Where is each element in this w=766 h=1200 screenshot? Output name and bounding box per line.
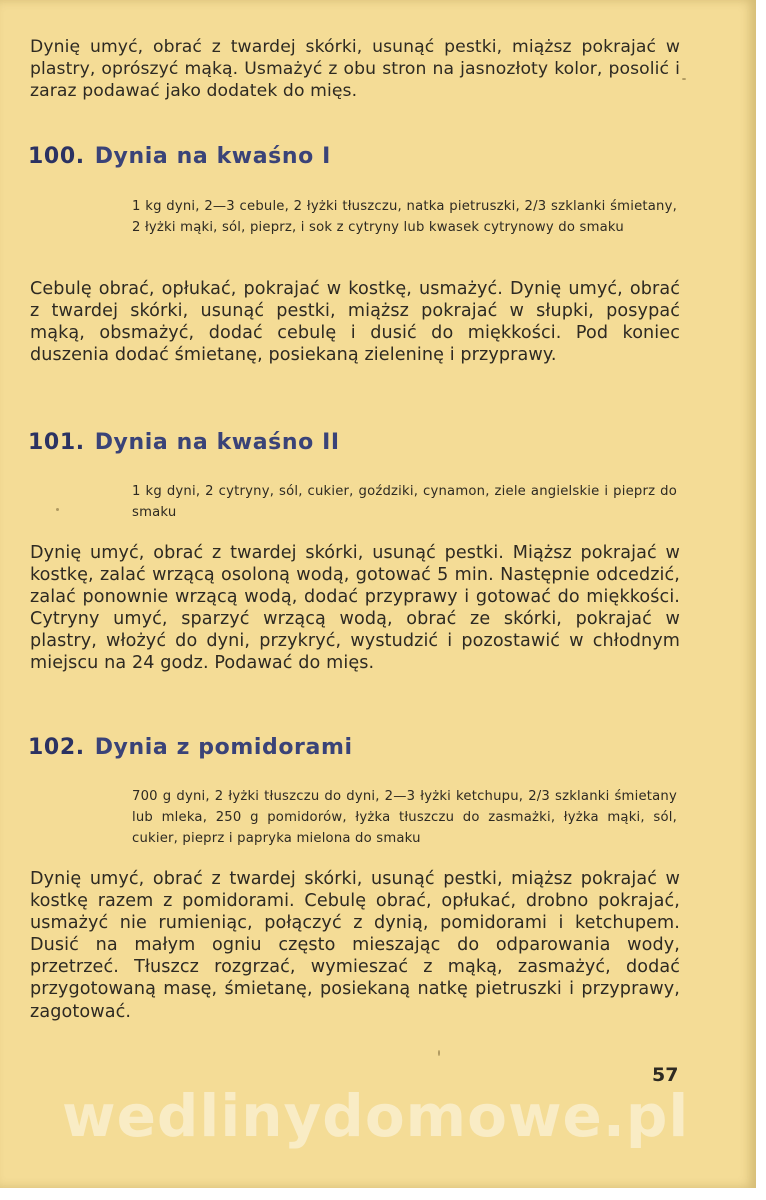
recipe-102-method: Dynię umyć, obrać z twardej skórki, usunąć pestki, miąższ pokrajać w kostkę razem z pomidorami. Cebulę obrać, opłukać, drobno pokrajać, usmażyć nie rumieniąc, połączyć z dynią, pomidorami i ketchupem. Dusić na małym ogniu często mieszając do odparowania wody, przetrzeć. Tłuszcz rozgrzać, wymieszać z mąką, zasmażyć, dodać przygotowaną masę, śmietanę, posiekaną natkę pietruszki i przyprawy, zagotować. — [30, 869, 680, 1022]
recipe-101-number: 101. — [28, 430, 85, 455]
recipe-102-heading — [28, 735, 353, 760]
paper-speck — [438, 1050, 440, 1056]
recipe-102-number: 102. — [28, 735, 85, 760]
watermark-text: wedlinydomowe.pl — [62, 1082, 690, 1150]
recipe-100-method: Cebulę obrać, opłukać, pokrajać w kostkę, usmażyć. Dynię umyć, obrać z twardej skórki, usunąć pestki, miąższ pokrajać w słupki, posypać mąką, obsmażyć, dodać cebulę i dusić do miękkości. Pod koniec duszenia dodać śmietanę, posiekaną zieleninę i przyprawy. — [30, 279, 680, 366]
recipe-101-method: Dynię umyć, obrać z twardej skórki, usunąć pestki. Miąższ pokrajać w kostkę, zalać wrzącą osoloną wodą, gotować 5 min. Następnie odcedzić, zalać ponownie wrzącą wodą, dodać przyprawy i gotować do miękkości. Cytryny umyć, sparzyć wrzącą wodą, obrać ze skórki, pokrajać w plastry, włożyć do dyni, przykryć, wystudzić i pozostawić w chłodnym miejscu na 24 godz. Podawać do mięs. — [30, 543, 680, 674]
recipe-102-title: Dynia z pomidorami — [94, 735, 353, 760]
recipe-100-number: 100. — [28, 144, 85, 169]
recipe-100-title: Dynia na kwaśno I — [94, 144, 331, 169]
paper-speck — [682, 78, 686, 80]
recipe-100-ingredients: 1 kg dyni, 2—3 cebule, 2 łyżki tłuszczu, natka pietruszki, 2/3 szklanki śmietany, 2 łyżki mąki, sól, pieprz, i sok z cytryny lub kwasek cytrynowy do smaku — [132, 199, 677, 235]
recipe-101-ingredients: 1 kg dyni, 2 cytryny, sól, cukier, goździki, cynamon, ziele angielskie i pieprz do smaku — [132, 484, 677, 520]
recipe-102-ingredients: 700 g dyni, 2 łyżki tłuszczu do dyni, 2—3 łyżki ketchupu, 2/3 szklanki śmietany lub mleka, 250 g pomidorów, łyżka tłuszczu do zasmażki, łyżka mąki, sól, cukier, pieprz i papryka mielona do smaku — [132, 789, 677, 846]
recipe-100-heading — [28, 144, 331, 169]
intro-paragraph: Dynię umyć, obrać z twardej skórki, usunąć pestki, miąższ pokrajać w plastry, oprószyć mąką. Usmażyć z obu stron na jasnozłoty kolor, posolić i zaraz podawać jako dodatek do mięs. — [30, 37, 680, 101]
recipe-101-title: Dynia na kwaśno II — [94, 430, 340, 455]
paper-speck — [56, 508, 59, 511]
page-number: 57 — [652, 1064, 679, 1086]
recipe-101-heading — [28, 430, 340, 455]
